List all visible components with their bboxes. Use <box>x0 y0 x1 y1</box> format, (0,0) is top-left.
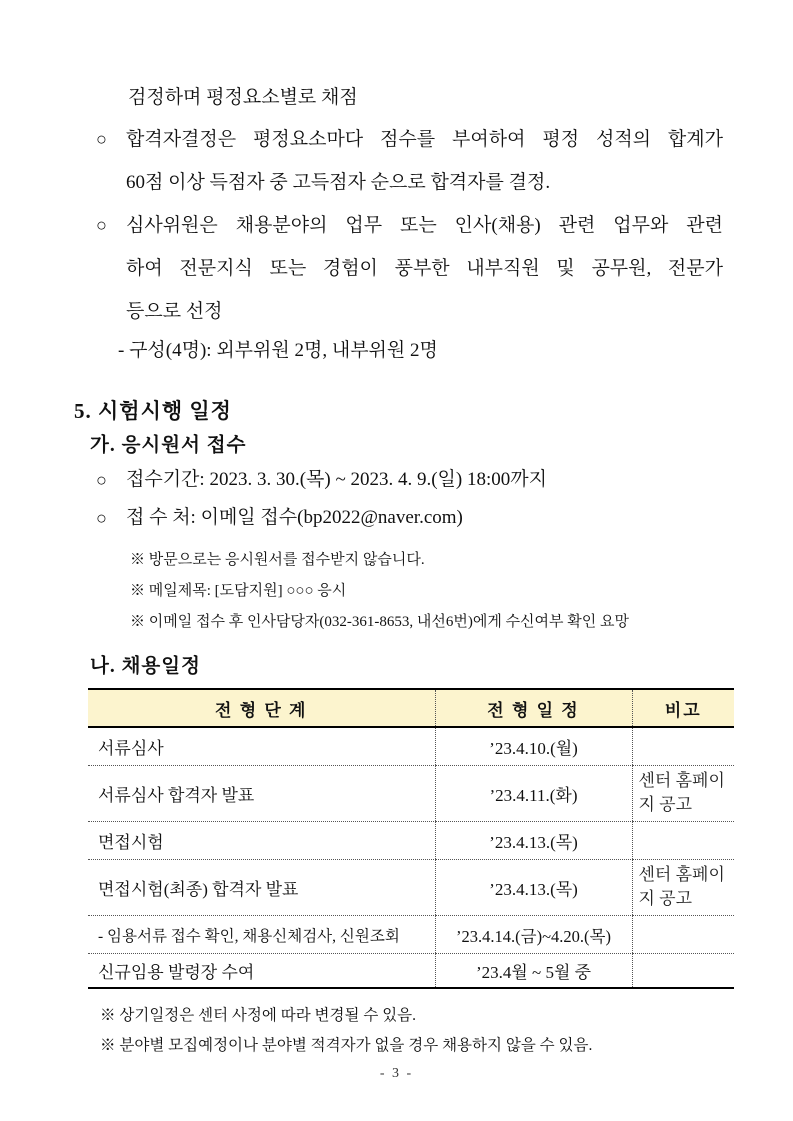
bullet-reception-period <box>72 463 723 497</box>
paragraph-tail-line: 검정하며 평정요소별로 채점 <box>128 87 358 108</box>
table-row <box>88 821 734 859</box>
bullet-line: 60점 이상 득점자 중 고득점자 순으로 합격자를 결정. <box>126 172 551 193</box>
remark-cell: 센터 홈페이지 공고 <box>632 859 734 915</box>
dash-item-composition: - 구성(4명): 외부위원 2명, 내부위원 2명 <box>118 340 438 361</box>
stage-cell: 서류심사 <box>88 727 435 765</box>
date-cell: ’23.4.13.(목) <box>435 821 632 859</box>
remark-cell <box>632 916 734 954</box>
bullet-reception-address <box>72 501 723 535</box>
note-line: ※ 이메일 접수 후 인사담당자(032-361-8653, 내선6번)에게 수신여부 확인 요망 <box>130 614 629 630</box>
stage-cell: 면접시험(최종) 합격자 발표 <box>88 859 435 915</box>
date-cell: ’23.4.14.(금)~4.20.(목) <box>435 916 632 954</box>
table-row <box>88 727 734 765</box>
bullet-judges <box>72 204 723 333</box>
remark-cell: 센터 홈페이지 공고 <box>632 765 734 821</box>
schedule-notes <box>72 1001 723 1061</box>
document-content <box>72 78 723 1061</box>
subsection-heading-ga: 가. 응시원서 접수 <box>90 435 247 456</box>
stage-cell: - 임용서류 접수 확인, 채용신체검사, 신원조회 <box>88 916 435 954</box>
circle-bullet-icon: ○ <box>96 508 107 528</box>
table-row <box>88 859 734 915</box>
note-line: ※ 방문으로는 응시원서를 접수받지 않습니다. <box>130 552 425 568</box>
remark-cell <box>632 727 734 765</box>
section-heading-5: 5. 시험시행 일정 <box>74 399 232 423</box>
bullet-line: 접수기간: 2023. 3. 30.(목) ~ 2023. 4. 9.(일) 18:00까지 <box>126 469 547 490</box>
header-date: 전 형 일 정 <box>435 689 632 727</box>
bullet-text <box>126 118 723 204</box>
circle-bullet-icon: ○ <box>96 129 107 149</box>
stage-cell: 면접시험 <box>88 821 435 859</box>
circle-bullet-icon: ○ <box>96 470 107 490</box>
bullet-line: 심사위원은 채용분야의 업무 또는 인사(채용) 관련 업무와 관련 <box>126 215 723 236</box>
remark-cell <box>632 954 734 988</box>
table-row <box>88 765 734 821</box>
note-line: ※ 분야별 모집예정이나 분야별 적격자가 없을 경우 채용하지 않을 수 있음. <box>100 1036 593 1054</box>
header-remark: 비고 <box>632 689 734 727</box>
bullet-line: 접 수 처: 이메일 접수(bp2022@naver.com) <box>126 507 463 528</box>
stage-cell: 신규임용 발령장 수여 <box>88 954 435 988</box>
bullet-text <box>126 204 723 333</box>
table-row <box>88 954 734 988</box>
table-header-row <box>88 689 734 727</box>
recruitment-schedule-table <box>88 688 734 989</box>
remark-cell <box>632 821 734 859</box>
circle-bullet-icon: ○ <box>96 215 107 235</box>
date-cell: ’23.4.10.(월) <box>435 727 632 765</box>
note-line: ※ 메일제목: [도담지원] ○○○ 응시 <box>130 583 347 599</box>
reception-notes <box>72 545 723 638</box>
table-row <box>88 916 734 954</box>
bullet-line: 하여 전문지식 또는 경험이 풍부한 내부직원 및 공무원, 전문가 <box>126 258 723 279</box>
bullet-line: 등으로 선정 <box>126 301 223 322</box>
date-cell: ’23.4월 ~ 5월 중 <box>435 954 632 988</box>
bullet-pass-decision <box>72 118 723 204</box>
date-cell: ’23.4.11.(화) <box>435 765 632 821</box>
subsection-heading-na: 나. 채용일정 <box>90 656 201 677</box>
note-line: ※ 상기일정은 센터 사정에 따라 변경될 수 있음. <box>100 1006 417 1024</box>
stage-cell: 서류심사 합격자 발표 <box>88 765 435 821</box>
bullet-line: 합격자결정은 평정요소마다 점수를 부여하여 평정 성적의 합계가 <box>126 129 723 150</box>
page-number: - 3 - <box>379 1066 414 1081</box>
header-stage: 전 형 단 계 <box>88 689 435 727</box>
date-cell: ’23.4.13.(목) <box>435 859 632 915</box>
